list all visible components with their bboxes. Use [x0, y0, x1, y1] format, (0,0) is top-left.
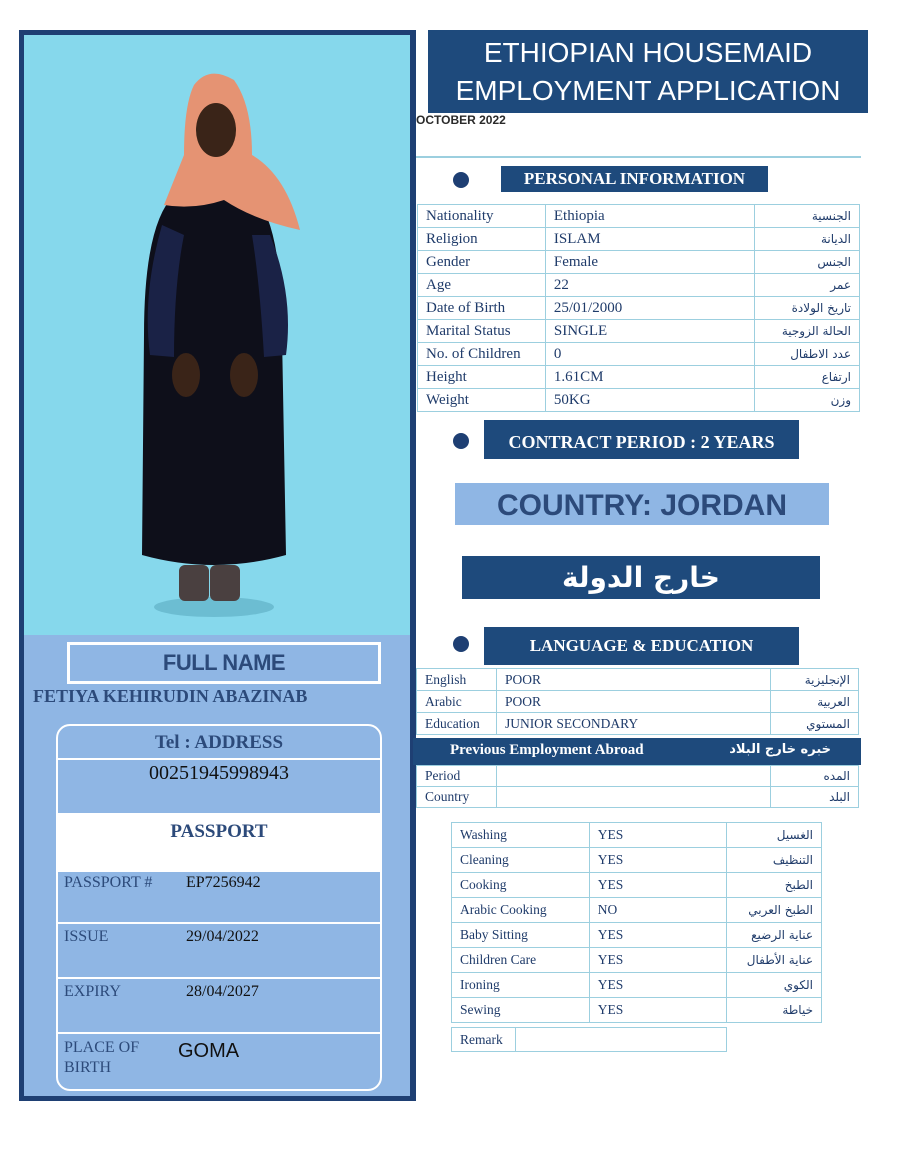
arabic-label-cell: الغسيل	[727, 823, 822, 848]
bullet-icon	[453, 172, 469, 188]
value-cell: YES	[589, 823, 726, 848]
label-cell: English	[417, 669, 497, 691]
label-cell: Period	[417, 766, 497, 787]
value-cell: YES	[589, 998, 726, 1023]
previous-employment-row	[417, 787, 859, 808]
label-cell: Education	[417, 713, 497, 735]
skill-row	[452, 973, 822, 998]
value-cell: 1.61CM	[545, 366, 754, 389]
birthplace-label	[64, 1038, 139, 1078]
label-cell: Marital Status	[418, 320, 546, 343]
passport-number-label: PASSPORT #	[64, 874, 153, 891]
label-cell: Sewing	[452, 998, 590, 1023]
issue-value: 29/04/2022	[186, 928, 259, 945]
divider	[416, 156, 861, 158]
value-cell: Ethiopia	[545, 205, 754, 228]
value-cell	[496, 766, 770, 787]
previous-employment-label: Previous Employment Abroad	[450, 742, 644, 758]
skill-row	[452, 873, 822, 898]
passport-number-row	[58, 870, 380, 924]
tel-value: 00251945998943	[58, 760, 380, 815]
label-cell: Baby Sitting	[452, 923, 590, 948]
page-title	[428, 30, 868, 113]
birthplace-row	[58, 1034, 380, 1089]
arabic-label-cell: عمر	[755, 274, 860, 297]
value-cell: 22	[545, 274, 754, 297]
value-cell: YES	[589, 873, 726, 898]
arabic-label-cell: البلد	[771, 787, 859, 808]
label-cell: Cleaning	[452, 848, 590, 873]
arabic-label-cell: عناية الأطفال	[727, 948, 822, 973]
personal-info-row	[418, 366, 860, 389]
expiry-value: 28/04/2027	[186, 983, 259, 1000]
arabic-label-cell: الجنسية	[755, 205, 860, 228]
label-cell: Country	[417, 787, 497, 808]
value-cell: YES	[589, 848, 726, 873]
value-cell: ISLAM	[545, 228, 754, 251]
arabic-banner: خارج الدولة	[462, 556, 820, 599]
full-name-label: FULL NAME	[67, 642, 381, 684]
arabic-label-cell: الإنجليزية	[771, 669, 859, 691]
language-education-heading: LANGUAGE & EDUCATION	[484, 627, 799, 665]
value-cell: 25/01/2000	[545, 297, 754, 320]
label-cell: Arabic Cooking	[452, 898, 590, 923]
value-cell: JUNIOR SECONDARY	[496, 713, 770, 735]
title-line-1: ETHIOPIAN HOUSEMAID	[483, 37, 813, 68]
contract-period: CONTRACT PERIOD : 2 YEARS	[484, 420, 799, 459]
skill-row	[452, 823, 822, 848]
personal-info-row	[418, 251, 860, 274]
skill-row	[452, 923, 822, 948]
arabic-label-cell: تاريخ الولادة	[755, 297, 860, 320]
remark-value	[515, 1028, 726, 1052]
label-cell: Height	[418, 366, 546, 389]
value-cell	[496, 787, 770, 808]
value-cell: YES	[589, 923, 726, 948]
language-row	[417, 669, 859, 691]
passport-heading: PASSPORT	[58, 815, 380, 872]
personal-info-row	[418, 389, 860, 412]
previous-employment-heading	[413, 738, 861, 765]
language-table	[416, 668, 859, 735]
arabic-label-cell: الحالة الزوجية	[755, 320, 860, 343]
language-row	[417, 713, 859, 735]
arabic-label-cell: ارتفاع	[755, 366, 860, 389]
arabic-label-cell: الطبخ	[727, 873, 822, 898]
arabic-label-cell: الجنس	[755, 251, 860, 274]
previous-employment-label-ar: خبره خارج البلاد	[729, 742, 831, 757]
tel-address-label: Tel : ADDRESS	[58, 726, 380, 760]
title-line-2: EMPLOYMENT APPLICATION	[455, 75, 841, 106]
label-cell: Arabic	[417, 691, 497, 713]
value-cell: POOR	[496, 669, 770, 691]
label-cell: Religion	[418, 228, 546, 251]
skill-row	[452, 848, 822, 873]
arabic-label-cell: المستوي	[771, 713, 859, 735]
issue-row	[58, 924, 380, 979]
personal-info-row	[418, 274, 860, 297]
skill-row	[452, 948, 822, 973]
arabic-label-cell: الكوي	[727, 973, 822, 998]
applicant-photo	[24, 35, 410, 635]
bullet-icon	[453, 636, 469, 652]
label-cell: Date of Birth	[418, 297, 546, 320]
remark-table	[451, 1027, 727, 1052]
value-cell: Female	[545, 251, 754, 274]
passport-number-value: EP7256942	[186, 874, 261, 891]
person-figure-icon	[24, 35, 410, 635]
arabic-label-cell: العربية	[771, 691, 859, 713]
arabic-label-cell: المده	[771, 766, 859, 787]
label-cell: Cooking	[452, 873, 590, 898]
value-cell: POOR	[496, 691, 770, 713]
personal-info-row	[418, 297, 860, 320]
arabic-label-cell: خياطة	[727, 998, 822, 1023]
arabic-label-cell: الديانة	[755, 228, 860, 251]
arabic-label-cell: الطبخ العربي	[727, 898, 822, 923]
value-cell: YES	[589, 948, 726, 973]
bullet-icon	[453, 433, 469, 449]
expiry-row	[58, 979, 380, 1034]
label-cell: Ironing	[452, 973, 590, 998]
label-cell: Washing	[452, 823, 590, 848]
skills-table	[451, 822, 822, 1023]
arabic-label-cell: التنظيف	[727, 848, 822, 873]
birthplace-label-line1: PLACE OF	[64, 1039, 140, 1056]
previous-employment-row	[417, 766, 859, 787]
value-cell: NO	[589, 898, 726, 923]
birthplace-value: GOMA	[178, 1040, 240, 1062]
label-cell: No. of Children	[418, 343, 546, 366]
issue-label: ISSUE	[64, 928, 109, 945]
personal-info-row	[418, 343, 860, 366]
label-cell: Gender	[418, 251, 546, 274]
label-cell: Age	[418, 274, 546, 297]
value-cell: 50KG	[545, 389, 754, 412]
arabic-label-cell: وزن	[755, 389, 860, 412]
value-cell: SINGLE	[545, 320, 754, 343]
value-cell: 0	[545, 343, 754, 366]
expiry-label: EXPIRY	[64, 983, 121, 1000]
value-cell: YES	[589, 973, 726, 998]
destination-country: COUNTRY: JORDAN	[455, 483, 829, 525]
full-name-value: FETIYA KEHIRUDIN ABAZINAB	[33, 686, 308, 706]
personal-info-row	[418, 205, 860, 228]
skill-row	[452, 998, 822, 1023]
application-date: OCTOBER 2022	[416, 113, 506, 127]
personal-info-table	[417, 204, 860, 412]
birthplace-label-line2: BIRTH	[64, 1059, 112, 1076]
label-cell: Weight	[418, 389, 546, 412]
remark-row	[452, 1028, 727, 1052]
personal-info-row	[418, 320, 860, 343]
label-cell: Children Care	[452, 948, 590, 973]
personal-info-row	[418, 228, 860, 251]
arabic-label-cell: عدد الاطفال	[755, 343, 860, 366]
contact-passport-card	[56, 724, 382, 1091]
label-cell: Nationality	[418, 205, 546, 228]
skill-row	[452, 898, 822, 923]
previous-employment-table	[416, 765, 859, 808]
language-row	[417, 691, 859, 713]
personal-info-heading: PERSONAL INFORMATION	[501, 166, 768, 192]
remark-label: Remark	[452, 1028, 516, 1052]
arabic-label-cell: عناية الرضيع	[727, 923, 822, 948]
